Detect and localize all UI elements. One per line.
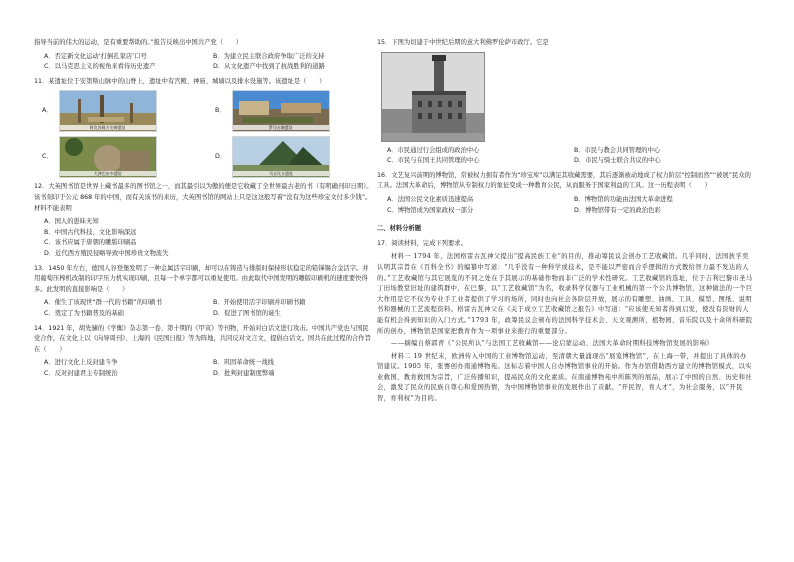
image-caption: 罗马古城遗址 bbox=[233, 125, 329, 130]
q15-options bbox=[387, 146, 753, 167]
q12-option-b[interactable]: B．中国古代科技、文化影响深远 bbox=[44, 228, 137, 236]
q16-option-d[interactable]: D．博物馆带有一定的政治色彩 bbox=[574, 206, 661, 214]
image-caption: 大津巴布韦遗址 bbox=[60, 171, 156, 176]
option-letter: A． bbox=[42, 107, 53, 115]
image-caption: 阿克苏姆方尖碑遗址 bbox=[60, 125, 156, 130]
q15-stem: 15．下图为切建于中世纪后期的意大利佛罗伦萨市政厅。它是 bbox=[377, 39, 549, 46]
q14-stem: 14．1921 年，胡先骕的《学衡》杂志第一卷、第十期的《甲寅》等刊物，开始对白话文进行攻击。中国共产党也与国民党合作，在文化上以《向导周刊》、上海的《民国日报》等为阵地，共同反对文言文，提倡白话文。国共在此过程的合作旨在（ ） bbox=[34, 324, 371, 353]
q15-option-c[interactable]: C．市民与在国王共同管理的中心 bbox=[387, 157, 480, 165]
q14-option-a[interactable]: A．进行文化上反封建斗争 bbox=[44, 359, 118, 367]
q13-options bbox=[44, 298, 374, 319]
q16-option-b[interactable]: B．博物馆的功能由法国大革命进程 bbox=[574, 195, 673, 203]
material-two: 材料二 19 世纪末，欧洲传入中国的工业博物馆运动，至清朝大量涌现出“展览博物馆”，在上海一带，并提出了具体的办馆建议。1905 年，张謇创办南通博物苑。这标志着中国人自办博物馆事业的开始。作为办馆借助西方建立的博物馆模式，以实业救国、教育救国为宗旨，广泛传播知识，提高民众的文化素质。在南通博物苑中所陈列的展品，展示了中国的自然、历史和社会，激发了民众的民族自尊心和爱国热情，为中国博物馆事业的发展作出了贡献。“开民智，育人才”，为社会服务，以“开民智，育利权”为目的。 bbox=[377, 352, 753, 403]
q10-option-c[interactable]: C．以马克思主义的视角来看待历史遗产 bbox=[44, 63, 156, 71]
q17-stem: 17．阅读材料，完成下列要求。 bbox=[377, 239, 467, 247]
q13-option-c[interactable]: C．奠定了为书籍普及的基础 bbox=[44, 309, 124, 317]
q11-image-options bbox=[42, 90, 374, 178]
q15-option-a[interactable]: A．市民通过行会组成的政治中心 bbox=[387, 146, 480, 154]
q10-option-d[interactable]: D．从文化遗产中找到了抗战胜利的道路 bbox=[213, 63, 325, 71]
q11-option-d[interactable] bbox=[215, 136, 374, 178]
q12-option-d[interactable]: D．近代西方殖民侵略导致中国珍贵文物流失 bbox=[44, 249, 169, 257]
option-letter: C． bbox=[42, 153, 53, 161]
q14-option-c[interactable]: C．反对封建君主专制统治 bbox=[44, 369, 118, 377]
obelisk-ruins-photo bbox=[59, 90, 157, 132]
q12-stem: 12．大英图书馆是世界上藏书最多的图书馆之一，而其最引以为傲的便是它收藏了全世界最古老的书（有明确刊印日期）。该书刻印于公元 868 年的中国，而有关该书的来历，大英图书馆的网站上只是这这般写着“没有为这些珍宝文付多少钱”。材料不能表明 bbox=[34, 183, 373, 212]
q11-stem: 11．某遗址位于安第斯山脉中的山脊上，遗址中有宫殿、神庙、城墙以及排水设施等。该遗址是（ ） bbox=[34, 77, 326, 85]
q15-option-d[interactable]: D．市民与骑士联合共议的中心 bbox=[574, 157, 661, 165]
material-one: 材料一 1794 年，法国格雷古瓦神父提出“提高民族工业”的目的，推动筹民议会创办工艺收藏馆。几乎同时，法国狄孚奕认明其宗旨在《百科全书》的编纂中写道：“几乎没有一种科学或技术，是不能以严密而合乎逻辑的方式教给智力最不发达的人的。”工艺收藏馆与其它展览的不同之处在于其展示的基础作物而非广泛的学术性研究。工艺收藏馆的选址，位于吉利巴黎市圣马丁田场教堂旧址的建筑群中，在巴黎，以“工艺收藏馆”为名，收录科学仪器与工业机械的第一个公共博物馆，这种做法的一个巨大作用是它不仅为专业手工业者提供了学习的场所，同时也向社会各阶层开放，展示的有雕塑、油画、工具、模型、图纸、说明书和器械的工艺流程资料。格雷古瓦神父在《关于成立工艺收藏馆之报告》中写道：“应该使无知者得到启发，使没有资财的人能有机会得到知识的入门方式。”1793 年，政筹民议会颁布的法国科学技术会、天文观测所，植物园、音乐院以及十余所科研院所的创办，博物馆是国家把教育作为一项事业来推行的重要部分。 bbox=[377, 253, 753, 335]
machu-picchu-photo bbox=[232, 136, 330, 178]
q16-option-a[interactable]: A．法国公民文化素质迅速提高 bbox=[387, 195, 474, 203]
q10-option-b[interactable]: B．为建立民主联合政府争取广泛的支持 bbox=[213, 52, 325, 60]
q14-options bbox=[44, 358, 374, 379]
q11-option-a[interactable] bbox=[42, 90, 201, 132]
q11-option-c[interactable] bbox=[42, 136, 201, 178]
section-title: 二、材料分析题 bbox=[377, 225, 422, 233]
image-caption: 马丘比丘遗址 bbox=[233, 171, 329, 176]
great-zimbabwe-photo bbox=[59, 136, 157, 178]
q10-stem-tail: 指导当前的伟大的运动，是有重要帮助的。”报告反映出中国共产党（ ） bbox=[34, 39, 242, 46]
q12-option-a[interactable]: A．国人的愚昧无知 bbox=[44, 218, 99, 226]
q16-options bbox=[387, 195, 753, 216]
q12-options bbox=[44, 217, 374, 259]
q10-option-a[interactable]: A．否定新文化运动‘打倒孔家店’口号 bbox=[44, 52, 147, 60]
option-letter: D． bbox=[215, 153, 227, 161]
q13-stem: 13．1450 年左右，德国人谷登堡发明了一种金属活字印刷，却可以在铸造与排版时保持形状稳定的铅锑锡合金活字。并用葡萄压榨机改制的印字压力机实现印刷，且每一个单字都可以重复使用。由此取代中国发明的雕版印刷机的速度要快得多。此发明的直接影响是（ ） bbox=[34, 264, 369, 293]
q16-stem: 16．文艺复兴前期的博物馆，常被权力拥有者作为“珍宝库”以满足其收藏需要，其后逐渐被动地成了权力阶层“控制而然”“被展”民众的工具。法国大革命后，博物馆从专制权力的象征变成一种教育公民，从而服务于国家利益的工具。这一历程表明（ ） bbox=[377, 171, 751, 190]
palazzo-vecchio-photo bbox=[381, 52, 485, 142]
q13-option-b[interactable]: B．开始使用活字印刷并印刷书籍 bbox=[213, 299, 306, 307]
q11-option-b[interactable] bbox=[215, 90, 374, 132]
left-column bbox=[34, 38, 374, 383]
q16-option-c[interactable]: C．博物馆成为国家政权一部分 bbox=[387, 206, 474, 214]
roman-ruins-photo bbox=[232, 90, 330, 132]
material-one-source: ——摘编自蔡郭青《“公民所认”与法国工艺收藏馆——论启蒙运动、法国大革命时期科技博物馆发展的影响》 bbox=[391, 340, 713, 348]
q15-option-b[interactable]: B．市民与教会共同管理的中心 bbox=[574, 146, 661, 154]
q14-option-d[interactable]: D．批判封建制度弊端 bbox=[213, 369, 275, 377]
q10-options bbox=[44, 52, 374, 73]
right-column bbox=[377, 38, 753, 407]
q12-option-c[interactable]: C．该书应属于唐朝的雕版印刷品 bbox=[44, 239, 137, 247]
q13-option-a[interactable]: A．催生了该现世“群一代的书籍”的印刷书 bbox=[44, 299, 162, 307]
option-letter: B． bbox=[215, 107, 226, 115]
q14-option-b[interactable]: B．巩固革命统一战线 bbox=[213, 359, 274, 367]
q13-option-d[interactable]: D．促进了图书馆的诞生 bbox=[213, 309, 281, 317]
